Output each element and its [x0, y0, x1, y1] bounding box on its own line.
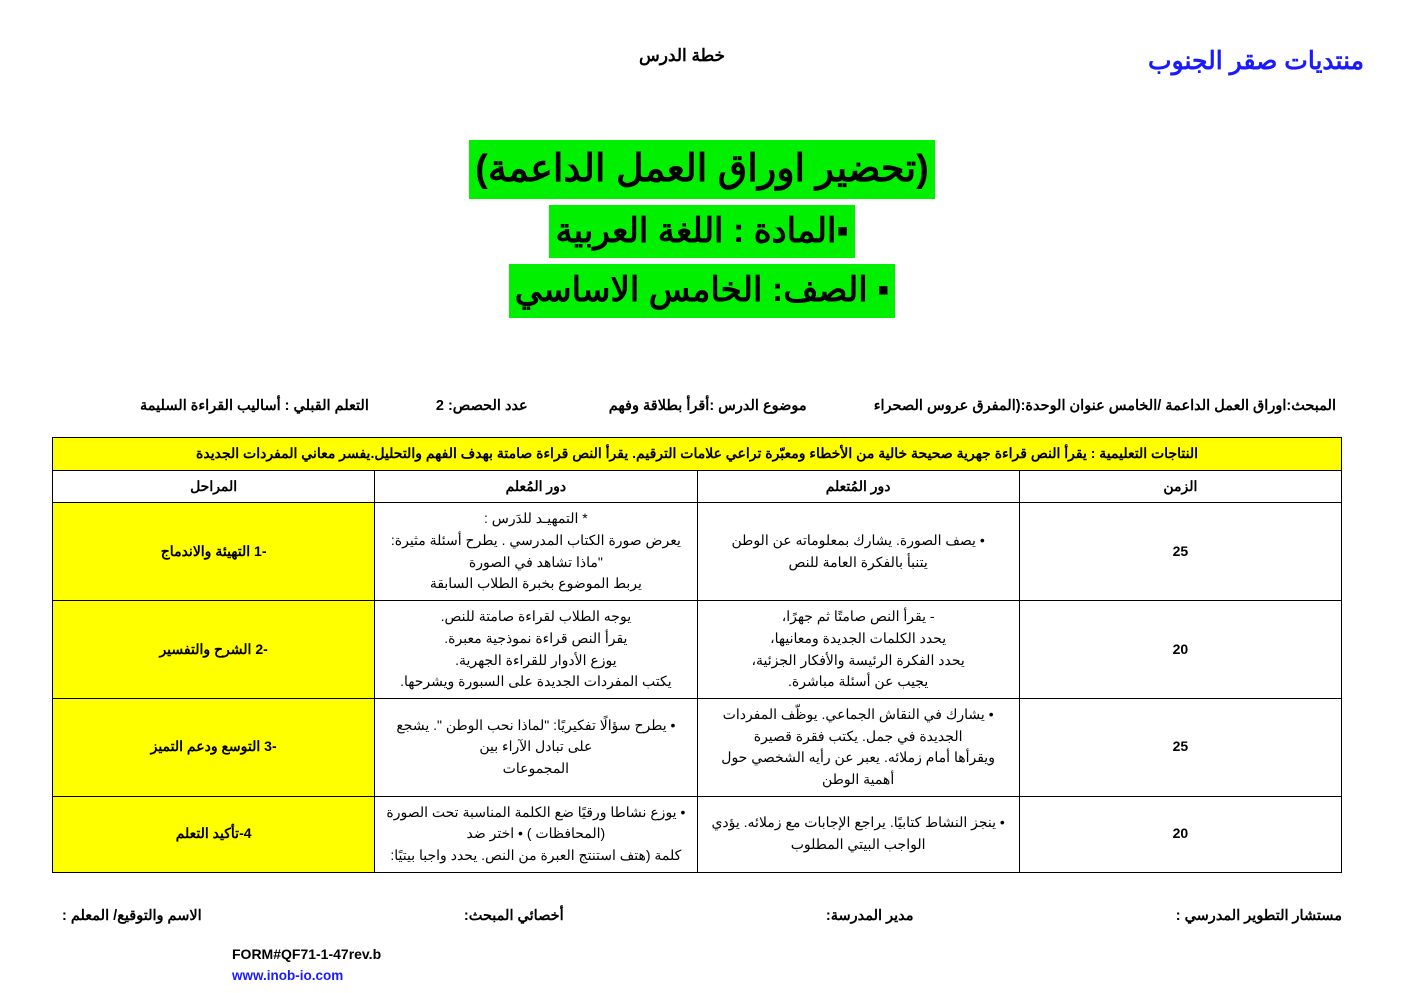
title-line-1-text: (تحضير اوراق العمل الداعمة): [469, 140, 935, 199]
teacher-line: * التمهيـد للدَرس :: [484, 510, 588, 527]
outcomes-cell: النتاجات التعليمية : يقرأ النص قراءة جهرية صحيحة خالية من الأخطاء ومعبّرة تراعي علامات الترقيم. يقرأ النص قراءة صامتة بهدف الفهم والتحليل.يفسر معاني المفردات الجديدة: [53, 438, 1342, 471]
outcomes-row: [53, 438, 1342, 471]
meta-subject: المبحث:اوراق العمل الداعمة /الخامس عنوان الوحدة:(المفرق عروس الصحراء: [873, 398, 1336, 414]
teacher-line: • يطرح سؤالًا تفكيريًا: "لماذا نحب الوطن ". يشجع على تبادل الآراء بين: [396, 716, 676, 755]
student-line: يحدد الفكرة الرئيسة والأفكار الجزئية،: [751, 651, 965, 668]
meta-periods: عدد الحصص: 2: [435, 398, 528, 414]
teacher-line: يربط الموضوع بخبرة الطلاب السابقة: [429, 575, 642, 592]
header-stage: المراحل: [53, 470, 375, 503]
row-time: 25: [1019, 698, 1341, 796]
signature-teacher: الاسم والتوقيع/ المعلم :: [62, 908, 202, 924]
teacher-line: المجموعات: [502, 760, 570, 777]
teacher-line: يعرض صورة الكتاب المدرسي . يطرح أسئلة مثيرة: "ماذا تشاهد في الصورة: [390, 532, 681, 570]
student-line: - يقرأ النص صامتًا ثم جهرًا،: [781, 608, 935, 625]
row-teacher-role: [375, 503, 697, 601]
student-line: • يصف الصورة. يشارك بمعلوماته عن الوطن: [731, 532, 985, 549]
row-student-role: [697, 796, 1019, 872]
signature-row: [62, 908, 1342, 924]
lesson-plan-table-wrapper: [52, 437, 1342, 873]
header-time: الزمن: [1019, 470, 1341, 503]
site-url: www.inob-io.com: [232, 968, 344, 983]
row-teacher-role: [375, 601, 697, 699]
table-header-row: [53, 470, 1342, 503]
signature-principal: مدير المدرسة:: [825, 908, 914, 924]
row-teacher-role: [375, 698, 697, 796]
row-stage: -2 الشرح والتفسير: [53, 601, 375, 699]
student-line: يجيب عن أسئلة مباشرة.: [788, 673, 929, 690]
row-stage: 4-تأكيد التعلم: [53, 796, 375, 872]
row-stage: -3 التوسع ودعم التميز: [53, 698, 375, 796]
row-time: 20: [1019, 796, 1341, 872]
teacher-line: يكتب المفردات الجديدة على السبورة ويشرحها.: [400, 673, 672, 690]
teacher-line: يوزع الأدوار للقراءة الجهرية.: [455, 651, 617, 668]
form-code: FORM#QF71-1-47rev.b: [232, 946, 382, 962]
header-teacher-role: دور المُعلم: [375, 470, 697, 503]
title-line-1: [0, 140, 1404, 199]
row-stage: -1 التهيئة والاندماج: [53, 503, 375, 601]
forum-brand: منتديات صقر الجنوب: [1148, 47, 1364, 75]
student-line: • يشارك في النقاش الجماعي. يوظّف المفردات الجديدة في جمل. يكتب فقرة قصيرة: [722, 705, 994, 744]
title-line-2: [0, 205, 1404, 258]
row-student-role: [697, 698, 1019, 796]
table-row: [53, 601, 1342, 699]
row-time: 20: [1019, 601, 1341, 699]
signature-specialist: أخصائي المبحث:: [463, 908, 564, 924]
table-row: [53, 503, 1342, 601]
lesson-plan-table: [52, 437, 1342, 873]
title-line-3: [0, 264, 1404, 317]
lesson-meta-line: [140, 398, 1336, 414]
meta-prior-learning: التعلم القبلي : أساليب القراءة السليمة: [140, 398, 369, 414]
teacher-line: يقرأ النص قراءة نموذجية معبرة.: [444, 629, 628, 646]
teacher-line: كلمة (هتف استنتج العبرة من النص. يحدد واجبا بيتيًا:: [390, 847, 682, 863]
teacher-line: يوجه الطلاب لقراءة صامتة للنص.: [440, 608, 632, 625]
student-line: يحدد الكلمات الجديدة ومعانيها،: [770, 629, 947, 646]
signature-advisor: مستشار التطوير المدرسي :: [1175, 908, 1342, 924]
teacher-line: • يوزع نشاطا ورقيًا ضع الكلمة المناسبة تحت الصورة (المحافظات ) • اختر ضد: [386, 803, 686, 842]
student-line: • ينجز النشاط كتابيًا. يراجع الإجابات مع زملائه. يؤدي الواجب البيتي المطلوب: [711, 814, 1005, 853]
table-row: [53, 796, 1342, 872]
row-time: 25: [1019, 503, 1341, 601]
student-line: يتنبأ بالفكرة العامة للنص: [788, 553, 928, 570]
document-kicker: خطة الدرس: [638, 46, 726, 65]
title-line-2-text: ▪المادة : اللغة العربية: [549, 205, 854, 258]
title-line-3-text: ▪ الصف: الخامس الاساسي: [509, 264, 895, 317]
table-row: [53, 698, 1342, 796]
header-student-role: دور المُتعلم: [697, 470, 1019, 503]
meta-lesson-topic: موضوع الدرس :أقرأ بطلاقة وفهم: [608, 398, 807, 414]
row-teacher-role: [375, 796, 697, 872]
student-line: ويقرأها أمام زملائه. يعبر عن رأيه الشخصي حول أهمية الوطن: [721, 749, 995, 787]
row-student-role: [697, 601, 1019, 699]
title-block: [0, 140, 1404, 324]
row-student-role: [697, 503, 1019, 601]
